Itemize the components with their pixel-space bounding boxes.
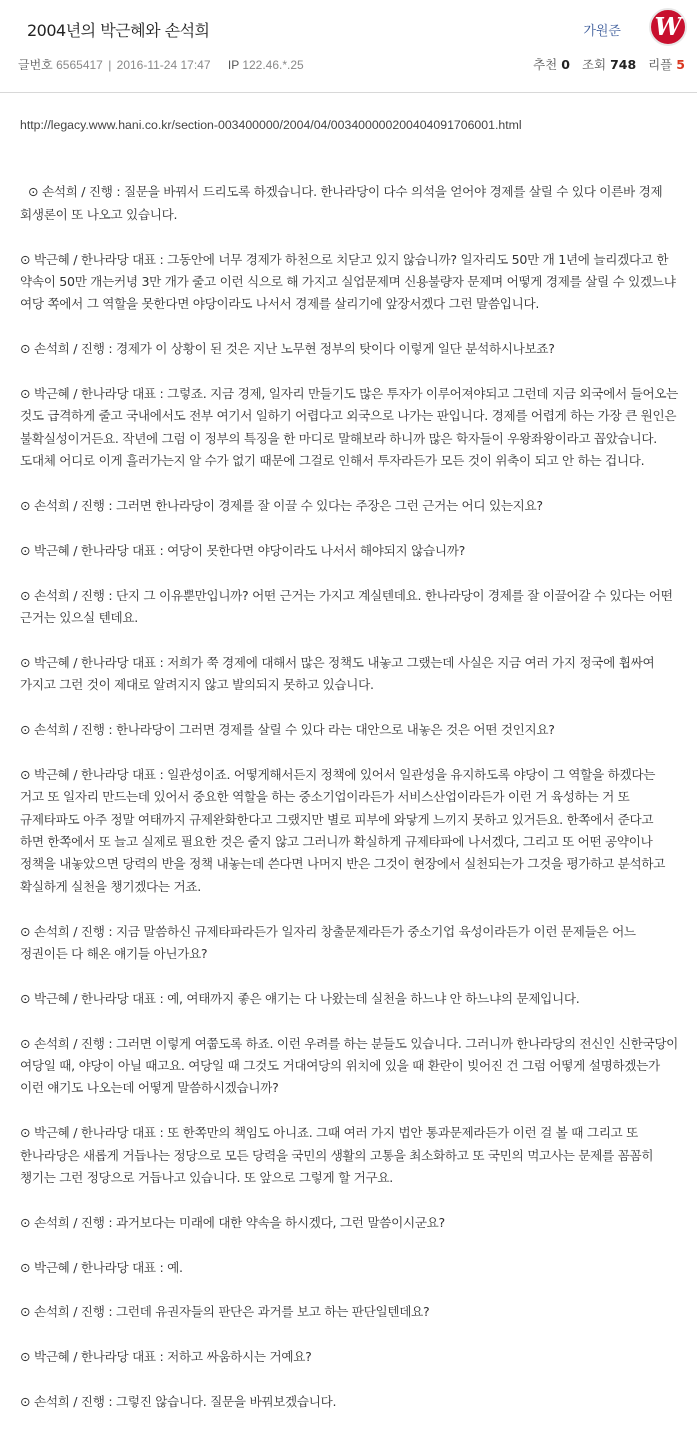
transcript-paragraph: ⊙ 손석희 / 진행 : 한나라당이 그러면 경제를 살릴 수 있다 라는 대안으로 내놓은 것은 어떤 것인지요? <box>20 722 555 738</box>
post-number-label: 글번호 <box>18 58 53 72</box>
transcript-paragraph: ⊙ 박근혜 / 한나라당 대표 : 또 한쪽만의 책임도 아니죠. 그때 여러 가지 법안 통과문제라든가 이런 걸 볼 때 그리고 또 한나라당은 새롭게 거듭나는 정당으로 모든 당력을 국민의 생활의 고통을 최소화하고 또 국민의 먹고사는 문제를 꼼꼼히 챙기는 그런 정당으로 거듭나고 있습니다. 또 앞으로 그렇게 할 거구요. <box>20 1125 654 1186</box>
team-logo-icon: W <box>649 8 687 46</box>
views-count: 748 <box>610 57 637 72</box>
transcript-paragraph: ⊙ 박근혜 / 한나라당 대표 : 예, 여태까지 좋은 얘기는 다 나왔는데 실천을 하느냐 안 하느냐의 문제입니다. <box>20 990 580 1006</box>
recommend-count: 0 <box>561 57 570 72</box>
transcript-paragraph: ⊙ 손석희 / 진행 : 과거보다는 미래에 대한 약속을 하시겠다, 그런 말씀이시군요? <box>20 1214 445 1230</box>
transcript-paragraph: ⊙ 손석희 / 진행 : 그러면 한나라당이 경제를 잘 이끌 수 있다는 주장은 그런 근거는 어디 있는지요? <box>20 498 543 514</box>
transcript-paragraph: ⊙ 박근혜 / 한나라당 대표 : 저희가 쭉 경제에 대해서 많은 정책도 내놓고 그랬는데 사실은 지금 여러 가지 정국에 휩싸여 가지고 그런 것이 제대로 알려지지 않고 발의되지 못하고 있습니다. <box>20 654 655 693</box>
ip-address: 122.46.*.25 <box>242 58 304 72</box>
ip-label: IP <box>227 58 239 72</box>
author-name[interactable]: 가원준 <box>583 24 621 39</box>
post-body <box>20 114 680 1436</box>
views-label: 조회 <box>581 57 607 72</box>
transcript-paragraph: ⊙ 박근혜 / 한나라당 대표 : 예. <box>20 1259 183 1275</box>
transcript-paragraph: ⊙ 박근혜 / 한나라당 대표 : 여당이 못한다면 야당이라도 나서서 해야되지 않습니까? <box>20 542 465 558</box>
transcript-paragraph: ⊙ 손석희 / 진행 : 경제가 이 상황이 된 것은 지난 노무현 정부의 탓이다 이렇게 일단 분석하시나보죠? <box>20 341 555 357</box>
post-stats <box>533 55 685 73</box>
interview-transcript <box>20 181 680 1413</box>
replies-count[interactable]: 5 <box>676 57 685 72</box>
post-date: 2016-11-24 17:47 <box>116 58 211 72</box>
transcript-paragraph: ⊙ 손석희 / 진행 : 그렇진 않습니다. 질문을 바꿔보겠습니다. <box>20 1394 337 1410</box>
transcript-paragraph: ⊙ 박근혜 / 한나라당 대표 : 일관성이죠. 어떻게해서든지 정책에 있어서 일관성을 유지하도록 야당이 그 역할을 하겠다는 거고 또 일자리 만드는데 있어서 중요한 역할을 하는 중소기업이라든가 서비스산업이라든가 이런 거 육성하는 거 또 규제타파도 아주 정말 여태까지 규제완화한다고 그랬지만 별로 피부에 와닿게 느끼지 못하고 있거든요. 한쪽에서 준다고 하면 한쪽에서 또 늘고 실제로 필요한 것은 줄지 않고 그러니까 확실하게 규제타파에 나서겠다, 그리고 또 어떤 공약이나 정책을 내놓았으면 당력의 반을 정책 내놓는데 쓴다면 나머지 반은 그것이 현장에서 실천되는가 그것을 평가하고 분석하고 확실하게 실천을 챙기겠다는 거죠. <box>20 766 666 894</box>
replies-label[interactable]: 리플 <box>648 57 673 72</box>
post-number: 6565417 <box>56 58 103 72</box>
transcript-paragraph: ⊙ 손석희 / 진행 : 질문을 바꿔서 드리도록 하겠습니다. 한나라당이 다수 의석을 얻어야 경제를 살릴 수 있다 이른바 경제 회생론이 또 나오고 있습니다. <box>20 184 663 222</box>
post-title: 2004년의 박근혜와 손석희 <box>27 21 210 40</box>
transcript-paragraph: ⊙ 손석희 / 진행 : 지금 말씀하신 규제타파라든가 일자리 창출문제라든가 중소기업 육성이라든가 이런 문제들은 어느 정권이든 다 해온 얘기들 아닌가요? <box>20 923 636 962</box>
transcript-paragraph: ⊙ 손석희 / 진행 : 그런데 유권자들의 판단은 과거를 보고 하는 판단일텐데요? <box>20 1304 430 1320</box>
meta-separator: | <box>108 58 112 72</box>
source-link[interactable]: http://legacy.www.hani.co.kr/section-003400000/2004/04/003400000200404091706001.html <box>20 118 522 132</box>
transcript-paragraph: ⊙ 손석희 / 진행 : 단지 그 이유뿐만입니까? 어떤 근거는 가지고 계실텐데요. 한나라당이 경제를 잘 이끌어갈 수 있다는 어떤 근거는 있으실 텐데요. <box>20 587 673 626</box>
transcript-paragraph: ⊙ 박근혜 / 한나라당 대표 : 그동안에 너무 경제가 하천으로 치닫고 있지 않습니까? 일자리도 50만 개 1년에 늘리겠다고 한 약속이 50만 개는커녕 3만 개가 줄고 이런 식으로 해 가지고 실업문제며 신용불량자 문제며 어떻게 경제를 살릴 수 있겠느냐 여당 쪽에서 그 역할을 못한다면 야당이라도 나서서 경제를 살리기에 앞장서겠다 그런 말씀입니다. <box>20 251 676 312</box>
transcript-paragraph: ⊙ 박근혜 / 한나라당 대표 : 그렇죠. 지금 경제, 일자리 만들기도 많은 투자가 이루어져야되고 그런데 지금 외국에서 들어오는 것도 급격하게 줄고 국내에서도 전부 여기서 일하기 어렵다고 외국으로 나가는 판입니다. 경제를 어렵게 하는 가장 큰 원인은 불확실성이거든요. 작년에 그럼 이 정부의 특징을 한 마디로 말해보라 하니까 많은 학자들이 우왕좌왕이라고 꼽았습니다. 도대체 어디로 이게 흘러가는지 알 수가 없기 때문에 그걸로 인해서 투자라든가 모든 것이 위축이 되고 안 하는 겁니다. <box>20 386 679 469</box>
post-meta <box>18 56 304 73</box>
recommend-label: 추천 <box>533 57 558 72</box>
transcript-paragraph: ⊙ 박근혜 / 한나라당 대표 : 저하고 싸움하시는 거예요? <box>20 1349 312 1365</box>
transcript-paragraph: ⊙ 손석희 / 진행 : 그러면 이렇게 여쭙도록 하죠. 이런 우려를 하는 분들도 있습니다. 그러니까 한나라당의 전신인 신한국당이 여당일 때, 야당이 아닐 때고요. 여당일 때 그것도 거대여당의 위치에 있을 때 환란이 빚어진 건 그럼 어떻게 설명하겠는가 이런 얘기도 나오는데 어떻게 말씀하시겠습니까? <box>20 1035 679 1096</box>
post-header <box>0 0 697 93</box>
